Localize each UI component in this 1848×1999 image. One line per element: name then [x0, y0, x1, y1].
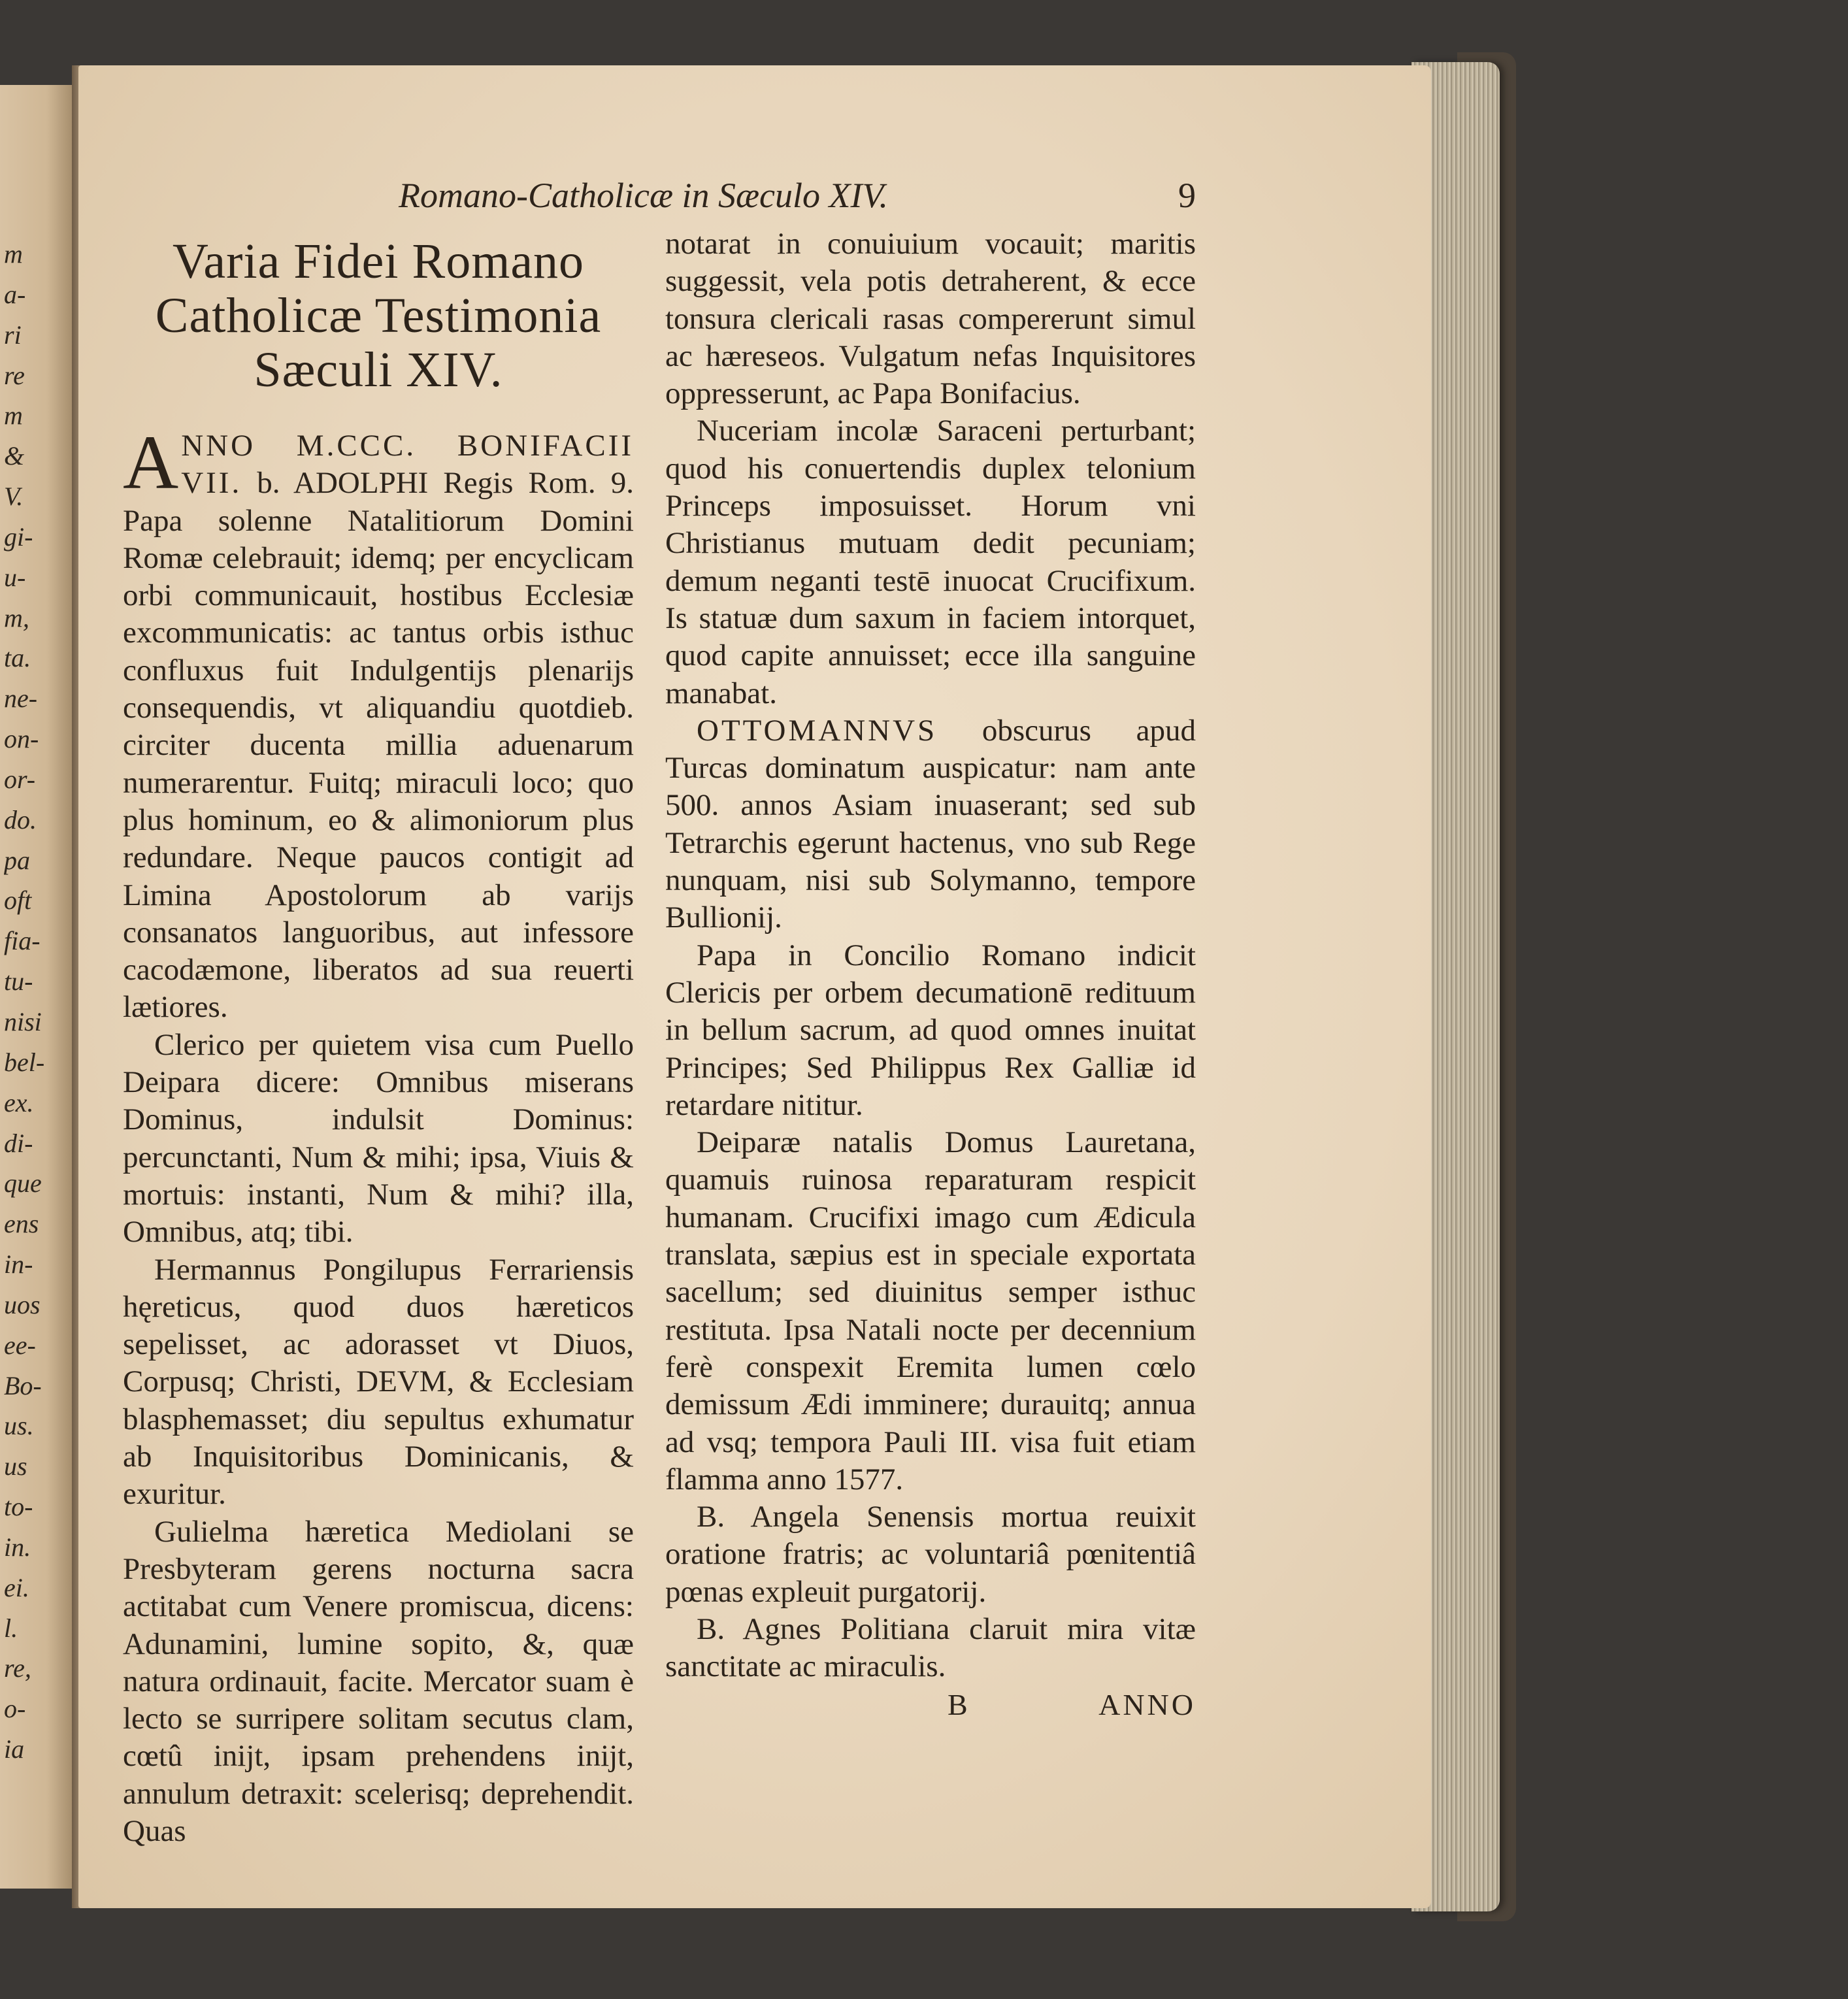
- drop-cap: A: [123, 420, 179, 505]
- margin-fragment: gi-: [4, 521, 33, 552]
- margin-fragment: a-: [4, 279, 26, 309]
- paragraph: [123, 1251, 634, 1513]
- paragraph-text: Deiparæ natalis Domus Lauretana, quamuis ruinosa reparaturam respicit humanam. Crucifixi imago cum Ædicula translata, sæpius est in speciale exportata sacellum; sed diuinitus semper isthuc restituta. Ipsa Natali nocte per decennium ferè conspexit Eremita lumen cœlo demissum Ædi imminere; durauitq; annua ad vsq; tempora Pauli III. visa fuit etiam flamma anno 1577.: [665, 1125, 1196, 1496]
- margin-fragment: pa: [4, 845, 30, 875]
- margin-fragment: di-: [4, 1128, 33, 1158]
- margin-fragment: re,: [4, 1653, 31, 1683]
- margin-fragment: m: [4, 401, 23, 431]
- paragraph: [123, 1027, 634, 1251]
- page-number: 9: [1178, 176, 1196, 215]
- section-heading: Varia Fidei Romano Catholicæ Testimonia Sæculi XIV.: [155, 234, 602, 397]
- paragraph: [665, 1611, 1196, 1686]
- paragraph-text: B. Angela Senensis mortua reuixit oratione fratris; ac voluntariâ pœnitentiâ pœnas expleuit purgatorij.: [665, 1500, 1196, 1609]
- margin-fragment: uos: [4, 1289, 41, 1319]
- paragraph-text: obscurus apud Turcas dominatum auspicatur: nam ante 500. annos Asiam inuaserant; sed sub Tetrarchis egerunt hactenus, vno sub Rege nunquam, nisi sub Solymanno, tempore Bullionij.: [665, 713, 1196, 935]
- running-title: Romano-Catholicæ in Sæculo XIV.: [399, 176, 888, 215]
- paragraph-text: Nuceriam incolæ Saraceni perturbant; quod his conuertendis duplex telonium Princeps imposuisset. Horum vni Christianus mutuam dedit pecuniam; demum neganti testē inuocat Crucifixum. Is statuæ dum saxum in faciem intorquet, quod capite annuisset; ecce illa sanguine manabat.: [665, 414, 1196, 710]
- margin-fragment: bel-: [4, 1047, 45, 1077]
- paragraph-text: Hermannus Pongilupus Ferrariensis hęreticus, quod duos hæreticos sepelisset, ac adorasset vt Diuos, Corpusq; Christi, DEVM, & Ecclesiam blasphemasset; diu sepultus exhumatur ab Inquisitoribus Dominicanis, & exuritur.: [123, 1252, 634, 1512]
- margin-fragment: m,: [4, 603, 29, 633]
- paragraph-text: b. ADOLPHI Regis Rom. 9. Papa solenne Natalitiorum Domini Romæ celebrauit; idemq; per encyclicam orbi communicauit, hostibus Ecclesiæ excommunicatis: ac tantus orbis isthuc confluxus fuit Indulgentijs plenarijs consequendis, vt aliquandiu quotdieb. circiter ducenta millia aduenarum numerarentur. Fuitq; miraculi loco; quo plus hominum, eo & alimoniorum plus redundare. Neque paucos contigit ad Limina Apostolorum ab varijs consanatos languoribus, aut infessore cacodæmone, liberatos ad sua reuerti lætiores.: [123, 466, 634, 1025]
- margin-fragment: us.: [4, 1411, 34, 1441]
- margin-fragment: Bo-: [4, 1370, 42, 1400]
- margin-fragment: fia-: [4, 926, 41, 956]
- margin-fragment: u-: [4, 562, 26, 592]
- facing-page-edge: [0, 85, 78, 1889]
- margin-fragment: do.: [4, 804, 37, 834]
- margin-fragment: us: [4, 1451, 27, 1481]
- margin-fragment: or-: [4, 764, 36, 794]
- margin-fragment: que: [4, 1168, 42, 1198]
- margin-fragment: nisi: [4, 1007, 42, 1036]
- margin-fragment: ens: [4, 1209, 39, 1239]
- margin-fragment: oft: [4, 885, 32, 916]
- paragraph-text: notarat in conuiuium vocauit; maritis suggessit, vela potis detraherent, & ecce tonsura clericali rasas compererunt simul ac hæreseos. Vulgatum nefas Inquisitores oppresserunt, ac Papa Bonifacius.: [665, 227, 1196, 411]
- paragraph: [123, 1513, 634, 1851]
- paragraph: [665, 937, 1196, 1124]
- paragraph-lead: NNO M.CCC. BONIFACII VII.: [181, 429, 634, 501]
- margin-fragment: ta.: [4, 643, 31, 673]
- margin-fragment: ne-: [4, 684, 38, 714]
- paragraph-text: B. Agnes Politiana claruit mira vitæ sanctitate ac miraculis.: [665, 1611, 1196, 1684]
- margin-fragment: V.: [4, 482, 24, 512]
- margin-fragment: in.: [4, 1532, 31, 1562]
- paragraph-lead: OTTOMANNVS: [697, 713, 938, 748]
- signature-mark: B: [948, 1688, 968, 1721]
- margin-fragment: ri: [4, 320, 22, 350]
- margin-fragment: ex.: [4, 1087, 34, 1117]
- margin-fragment: re: [4, 360, 25, 390]
- paragraph: [123, 420, 634, 1027]
- margin-fragment: m: [4, 239, 23, 269]
- right-column: [665, 225, 1196, 1686]
- paragraph-text: Gulielma hæretica Mediolani se Presbyteram gerens nocturna sacra actitabat cum Venere promiscua, dicens: Adunamini, lumine sopito, &, quæ natura ordinauit, facite. Mercator suam è lecto se surripere solitam secutus clam, cœtû inijt, ipsam prehendens inijt, annulum detraxit: scelerisq; deprehendit. Quas: [123, 1514, 634, 1848]
- paragraph-text: Clerico per quietem visa cum Puello Deipara dicere: Omnibus miserans Dominus, indulsit Dominus: percunctanti, Num & mihi; ipsa, Viuis & mortuis: instanti, Num & mihi? illa, Omnibus, atq; tibi.: [123, 1027, 634, 1249]
- left-column: [123, 225, 634, 1850]
- paragraph: [665, 1124, 1196, 1498]
- margin-fragment: ia: [4, 1734, 25, 1764]
- margin-fragment: to-: [4, 1492, 33, 1522]
- margin-fragment: o-: [4, 1694, 26, 1724]
- margin-fragment: ei.: [4, 1572, 29, 1602]
- margin-fragment: l.: [4, 1613, 18, 1643]
- paragraph-text: Papa in Concilio Romano indicit Clericis per orbem decumationē redituum in bellum sacrum, ad quod omnes inuitat Principes; Sed Philippus Rex Galliæ id retardare nititur.: [665, 938, 1196, 1122]
- page-footer: [948, 1687, 1196, 1726]
- margin-fragment: in-: [4, 1249, 33, 1280]
- running-header: [399, 175, 1196, 221]
- catchword: ANNO: [1098, 1688, 1196, 1721]
- paragraph: [665, 412, 1196, 712]
- margin-fragment: &: [4, 441, 25, 471]
- paragraph: [665, 225, 1196, 412]
- margin-fragment: on-: [4, 724, 39, 754]
- margin-fragment: ee-: [4, 1330, 36, 1360]
- margin-fragment: tu-: [4, 966, 33, 997]
- paragraph: [665, 1498, 1196, 1611]
- paragraph: [665, 712, 1196, 937]
